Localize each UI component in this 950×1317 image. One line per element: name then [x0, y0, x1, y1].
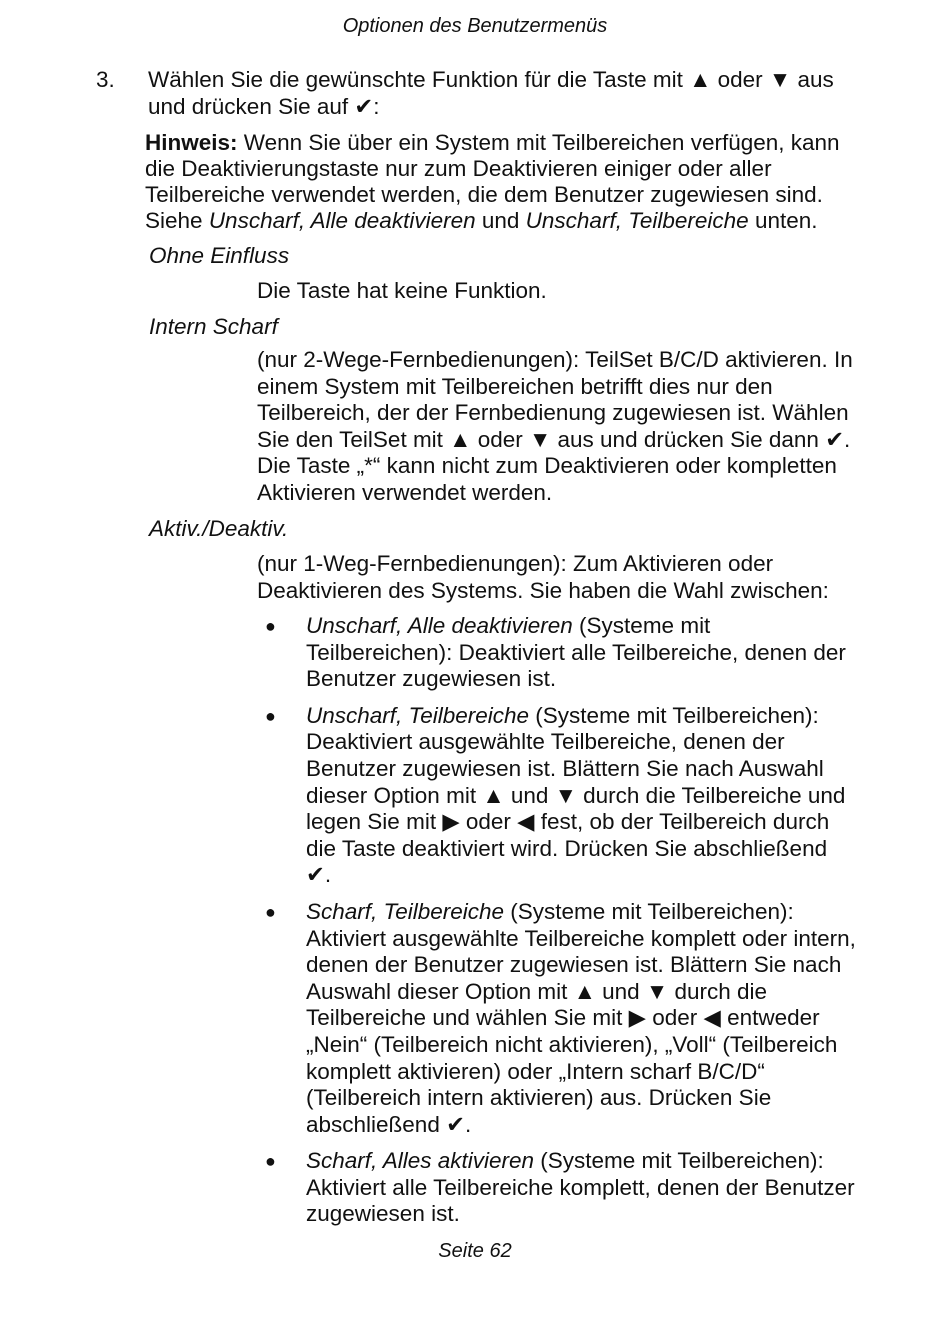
note-see-suffix: unten. — [748, 208, 818, 233]
bullet-title: Scharf, Teilbereiche — [306, 898, 505, 924]
note-see-prefix: Siehe — [145, 208, 209, 233]
bullet-text: (Systeme mit Teilbereichen): Deaktiviert alle Teilbereiche, denen der Benutzer zugewiesen ist. — [306, 613, 846, 692]
option-title-aktiv-deaktiv: Aktiv./Deaktiv. — [149, 516, 289, 541]
step-text-line2: und drücken Sie auf ✔: — [148, 94, 380, 119]
note-label: Hinweis: — [145, 130, 238, 155]
bullet-title: Unscharf, Alle deaktivieren — [306, 613, 573, 638]
page-footer: Seite 62 — [438, 1240, 512, 1262]
note-text: Wenn Sie über ein System mit Teilbereichen verfügen, kann die Deaktivierungstaste nur zum Deaktivieren einiger oder aller Teilbereiche verwendet werden, die dem Benutzer zugewiesen sind. — [145, 130, 840, 207]
note-block — [145, 130, 860, 234]
list-item — [257, 899, 857, 1138]
option-body-ohne-einfluss: Die Taste hat keine Funktion. — [257, 278, 547, 303]
option-body-aktiv-deaktiv: (nur 1-Weg-Fernbedienungen): Zum Aktivieren oder Deaktivieren des Systems. Sie haben die Wahl zwischen: — [257, 551, 829, 603]
list-item — [257, 703, 857, 889]
option-title-intern-scharf: Intern Scharf — [149, 314, 278, 339]
note-see-mid: und — [475, 208, 526, 233]
bullet-icon: ● — [265, 901, 276, 922]
list-item — [257, 613, 857, 693]
list-item — [257, 1148, 857, 1228]
bullet-text: (Systeme mit Teilbereichen): Aktiviert alle Teilbereiche komplett, denen der Benutzer zugewiesen ist. — [306, 1148, 855, 1227]
note-see-ref1: Unscharf, Alle deaktivieren — [208, 208, 476, 233]
note-see-ref2: Unscharf, Teilbereiche — [525, 208, 749, 233]
bullet-text: (Systeme mit Teilbereichen): Deaktiviert ausgewählte Teilbereiche, denen der Benutzer zugewiesen ist. Blättern Sie nach Auswahl dieser Option mit ▲ und ▼ durch die Teilbereiche und legen Sie mit ▶ oder ◀ fest, ob der Teilbereich durch die Taste deaktiviert wird. Drücken Sie abschließend ✔. — [306, 702, 846, 888]
bullet-icon: ● — [265, 616, 276, 636]
bullet-icon: ● — [265, 1151, 276, 1172]
step-text — [148, 66, 856, 120]
step-3 — [96, 66, 856, 120]
bullet-text: (Systeme mit Teilbereichen): Aktiviert ausgewählte Teilbereiche komplett oder intern, denen der Benutzer zugewiesen ist. Blättern Sie nach Auswahl dieser Option mit ▲ und ▼ durch die Teilbereiche und wählen Sie mit ▶ oder ◀ entweder „Nein“ (Teilbereich nicht aktivieren), „Voll“ (Teilbereich komplett aktivieren) oder „Intern scharf B/C/D“ (Teilbereich intern aktivieren) aus. Drücken Sie abschließend ✔. — [306, 898, 856, 1137]
note-see-line — [145, 208, 860, 234]
option-title-ohne-einfluss: Ohne Einfluss — [149, 243, 290, 268]
option-bullet-list — [257, 613, 857, 1238]
bullet-title: Unscharf, Teilbereiche — [306, 702, 530, 728]
bullet-title: Scharf, Alles aktivieren — [306, 1148, 535, 1174]
step-text-line1: Wählen Sie die gewünschte Funktion für die Taste mit ▲ oder ▼ aus — [148, 67, 834, 92]
page-header: Optionen des Benutzermenüs — [342, 15, 608, 37]
step-number: 3. — [96, 67, 115, 92]
option-body-intern-scharf: (nur 2-Wege-Fernbedienungen): TeilSet B/C/D aktivieren. In einem System mit Teilbereichen betrifft dies nur den Teilbereich, der der Fernbedienung zugewiesen ist. Wählen Sie den TeilSet mit ▲ oder ▼ aus und drücken Sie dann ✔. Die Taste „*“ kann nicht zum Deaktivieren oder kompletten Aktivieren verwendet werden. — [257, 347, 853, 505]
bullet-icon: ● — [265, 705, 276, 726]
